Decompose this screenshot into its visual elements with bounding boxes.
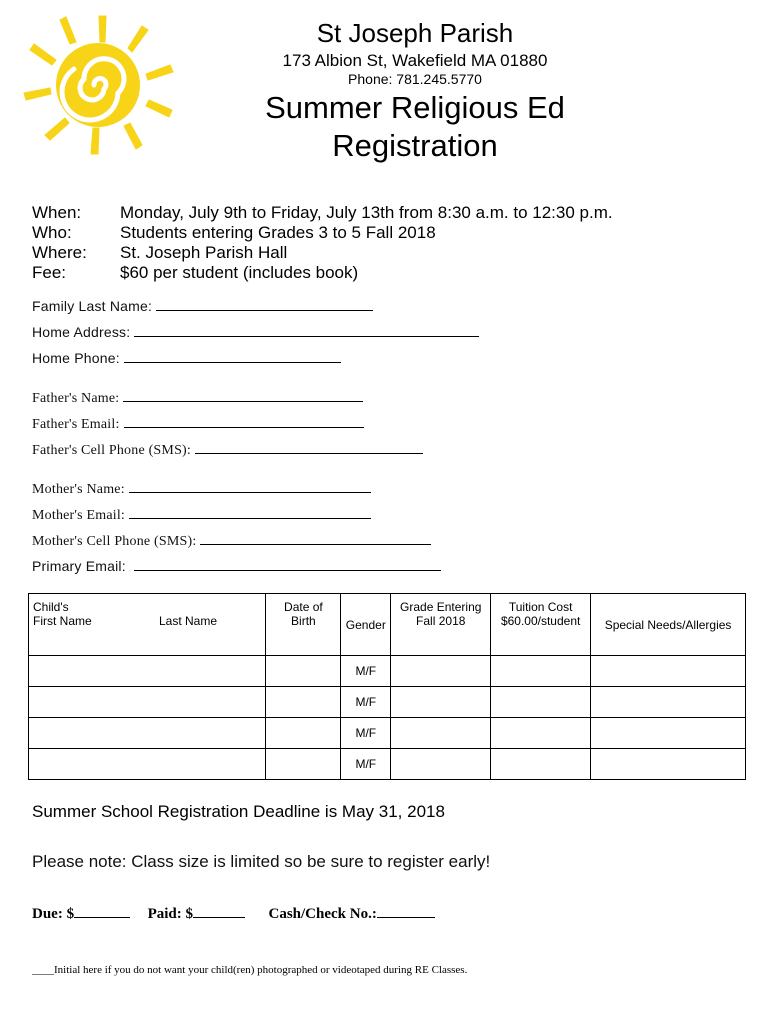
table-header-row [29,594,746,656]
registration-deadline: Summer School Registration Deadline is May 31, 2018 [32,802,445,821]
where-label: Where: [32,243,87,262]
cash-check-label: Cash/Check No.: [268,906,377,922]
table-row [29,718,746,749]
child-name-cell[interactable] [29,749,266,780]
child-name-cell[interactable] [29,718,266,749]
grade-cell[interactable] [391,656,491,687]
dob-header-line2: Birth [291,614,316,628]
home-phone-line[interactable] [124,350,341,363]
payment-line [32,905,435,923]
child-header-line1: Child's [33,600,69,614]
last-name-header: Last Name [159,614,218,628]
when-label: When: [32,203,82,222]
tuition-header-line1: Tuition Cost [508,600,573,614]
tuition-cell[interactable] [491,687,591,718]
family-last-name-line[interactable] [156,298,373,311]
mother-cell-line[interactable] [200,532,431,545]
mother-cell-label: Mother's Cell Phone (SMS): [32,534,197,549]
primary-email-field[interactable] [32,558,441,574]
where-value: St. Joseph Parish Hall [120,243,288,262]
gender-cell[interactable]: M/F [341,687,391,718]
family-last-name-label: Family Last Name: [32,298,153,314]
home-address-label: Home Address: [32,324,131,340]
special-needs-cell[interactable] [591,687,746,718]
gender-cell[interactable]: M/F [341,718,391,749]
dob-cell[interactable] [266,656,341,687]
family-last-name-field[interactable] [32,298,373,314]
dob-cell[interactable] [266,749,341,780]
dob-cell[interactable] [266,718,341,749]
father-cell-label: Father's Cell Phone (SMS): [32,443,192,458]
home-address-field[interactable] [32,324,479,340]
tuition-cell[interactable] [491,656,591,687]
child-name-header [29,594,266,656]
parish-address: 173 Albion St, Wakefield MA 01880 [282,51,548,70]
tuition-cell[interactable] [491,749,591,780]
due-line[interactable] [74,905,130,918]
special-needs-cell[interactable] [591,656,746,687]
grade-header-line1: Grade Entering [400,600,482,614]
special-needs-header: Special Needs/Allergies [591,594,746,656]
father-cell-field[interactable] [32,441,423,459]
father-email-line[interactable] [124,415,364,428]
tuition-header [491,594,591,656]
sun-logo [20,10,182,160]
children-table [28,593,746,780]
mother-name-field[interactable] [32,480,371,498]
father-email-label: Father's Email: [32,417,120,432]
child-name-cell[interactable] [29,687,266,718]
table-row [29,687,746,718]
special-needs-cell[interactable] [591,749,746,780]
gender-cell[interactable]: M/F [341,749,391,780]
due-label: Due: $ [32,906,75,922]
class-size-note: Please note: Class size is limited so be sure to register early! [32,852,491,871]
mother-cell-field[interactable] [32,532,431,550]
form-title-line1: Summer Religious Ed [265,90,565,125]
fee-label: Fee: [32,263,67,282]
father-name-field[interactable] [32,389,363,407]
grade-header [391,594,491,656]
father-name-label: Father's Name: [32,391,120,406]
grade-cell[interactable] [391,718,491,749]
tuition-cell[interactable] [491,718,591,749]
paid-label: Paid: $ [147,906,193,922]
parish-phone: Phone: 781.245.5770 [348,71,482,87]
mother-name-line[interactable] [129,480,371,493]
mother-email-field[interactable] [32,506,371,524]
father-cell-line[interactable] [195,441,423,454]
home-address-line[interactable] [134,324,479,337]
parish-name: St Joseph Parish [316,18,514,48]
dob-header [266,594,341,656]
special-needs-cell[interactable] [591,718,746,749]
who-value: Students entering Grades 3 to 5 Fall 2018 [120,223,436,242]
grade-cell[interactable] [391,687,491,718]
grade-header-line2: Fall 2018 [416,614,466,628]
photo-consent-note: ____Initial here if you do not want your child(ren) photographed or videotaped during RE Classes. [32,964,468,976]
fee-value: $60 per student (includes book) [120,263,359,282]
dob-cell[interactable] [266,687,341,718]
when-value: Monday, July 9th to Friday, July 13th from 8:30 a.m. to 12:30 p.m. [120,203,613,222]
tuition-header-line2: $60.00/student [500,614,581,628]
form-title-line2: Registration [332,128,498,163]
home-phone-label: Home Phone: [32,350,120,366]
dob-header-line1: Date of [284,600,323,614]
mother-email-label: Mother's Email: [32,508,126,523]
mother-email-line[interactable] [129,506,371,519]
primary-email-label: Primary Email: [32,558,126,574]
gender-header: Gender [341,594,391,656]
mother-name-label: Mother's Name: [32,482,125,497]
child-name-cell[interactable] [29,656,266,687]
table-row [29,656,746,687]
table-row [29,749,746,780]
home-phone-field[interactable] [32,350,341,366]
child-header-line2: First Name [33,614,92,628]
gender-cell[interactable]: M/F [341,656,391,687]
who-label: Who: [32,223,72,242]
father-name-line[interactable] [123,389,363,402]
father-email-field[interactable] [32,415,364,433]
primary-email-line[interactable] [134,558,441,571]
cash-check-line[interactable] [377,905,435,918]
paid-line[interactable] [193,905,245,918]
grade-cell[interactable] [391,749,491,780]
